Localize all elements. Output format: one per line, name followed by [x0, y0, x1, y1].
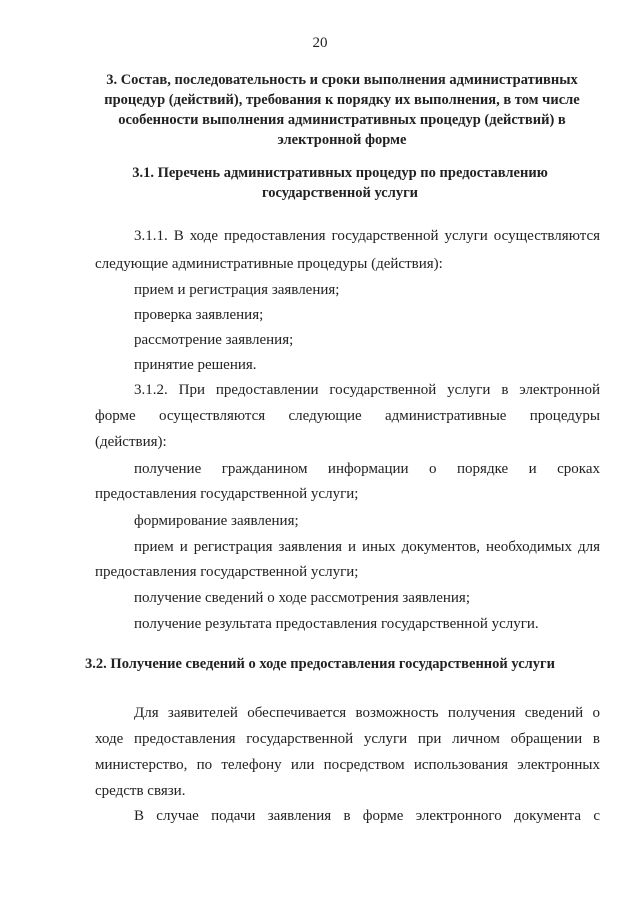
heading-line: электронной форме — [277, 132, 407, 148]
paragraph-line: 3.1.1. В ходе предоставления государственной услуги осуществляются — [134, 228, 600, 244]
list-item: получение гражданином информации о порядке и сроках — [134, 461, 600, 477]
list-item: прием и регистрация заявления; — [134, 282, 340, 298]
page-number: 20 — [312, 35, 328, 51]
list-item-continuation: предоставления государственной услуги; — [95, 486, 359, 502]
list-item: получение сведений о ходе рассмотрения заявления; — [134, 590, 470, 606]
list-item: рассмотрение заявления; — [134, 332, 294, 348]
list-item: получение результата предоставления государственной услуги. — [134, 616, 539, 632]
paragraph-line: следующие административные процедуры (действия): — [95, 256, 443, 272]
section-3-1-heading — [110, 163, 570, 203]
section-3-2-heading: 3.2. Получение сведений о ходе предоставления государственной услуги — [85, 656, 555, 672]
heading-line: 3. Состав, последовательность и сроки выполнения административных — [106, 72, 578, 88]
paragraph-line: форме осуществляются следующие административные процедуры — [95, 408, 600, 424]
paragraph-line: министерство, по телефону или посредством использования электронных — [95, 757, 600, 773]
list-item-continuation: предоставления государственной услуги; — [95, 564, 359, 580]
list-item: проверка заявления; — [134, 307, 264, 323]
heading-line: 3.1. Перечень административных процедур по предоставлению — [132, 165, 548, 181]
heading-line: государственной услуги — [261, 185, 419, 201]
section-3-heading — [82, 70, 602, 150]
list-item: принятие решения. — [134, 357, 257, 373]
paragraph-line: В случае подачи заявления в форме электронного документа с — [134, 808, 600, 824]
paragraph-line: средств связи. — [95, 783, 186, 799]
paragraph-line: ходе предоставления государственной услуги при личном обращении в — [95, 731, 600, 747]
paragraph-line: (действия): — [95, 434, 167, 450]
heading-line: особенности выполнения административных процедур (действий) в — [118, 112, 566, 128]
list-item: прием и регистрация заявления и иных документов, необходимых для — [134, 539, 600, 555]
paragraph-line: 3.1.2. При предоставлении государственной услуги в электронной — [134, 382, 600, 398]
list-item: формирование заявления; — [134, 513, 299, 529]
paragraph-line: Для заявителей обеспечивается возможность получения сведений о — [134, 705, 600, 721]
heading-line: процедур (действий), требования к порядку их выполнения, в том числе — [104, 92, 580, 108]
